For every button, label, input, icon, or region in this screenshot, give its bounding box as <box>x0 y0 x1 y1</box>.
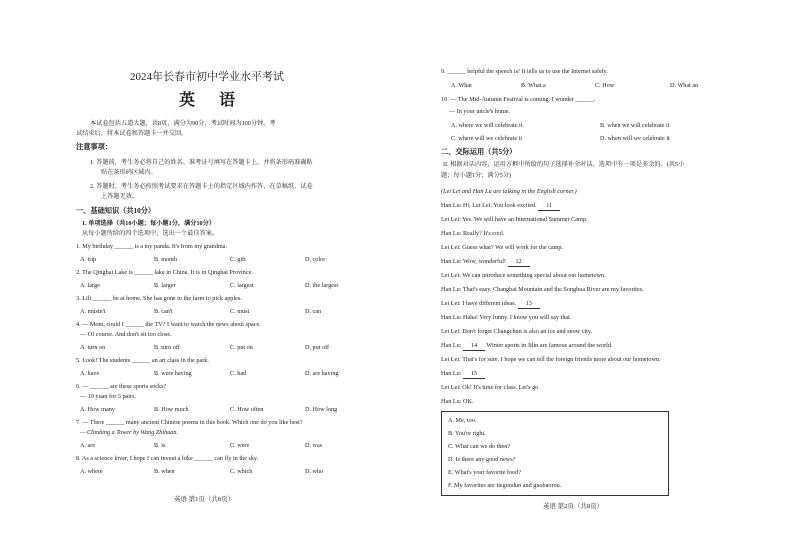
question-9: 9. ______ helpful the speech is! It tells us to use the Internet safely. <box>441 68 608 75</box>
blank-14[interactable]: 14 <box>463 342 485 351</box>
blank-11[interactable]: 11 <box>538 202 560 211</box>
q2-option-b[interactable]: B. larger <box>154 282 176 289</box>
subject-title: 英 语 <box>179 92 246 109</box>
section-2-instruction-2: 题；每小题1分；满分5分) <box>441 172 512 179</box>
question-4: 4. — Mom, could I ______ the TV? I want to watch the news about space. <box>76 321 261 328</box>
q3-option-b[interactable]: B. can't <box>154 308 173 315</box>
q7-option-c[interactable]: C. were <box>230 442 250 449</box>
dialogue-line-10: Lei Lei: Don't forget Changchun is also an ice and snow city. <box>441 328 593 335</box>
note-line-3: 2. 答题时，考生务必按照考试要求在答题卡上的指定区域内作答，在草稿纸、试卷 <box>90 183 313 190</box>
choices-box <box>441 411 669 496</box>
blank-15[interactable]: 15 <box>463 370 485 379</box>
page-1-footer: 英语 第1页（共8页） <box>174 496 235 503</box>
q9-option-b[interactable]: B. What a <box>521 82 546 89</box>
dialogue-line-3: Han Lu: Really? It's cool. <box>441 230 505 237</box>
dialogue-line-2: Lei Lei: Yes. We will have an International Summer Camp. <box>441 216 588 223</box>
dialogue-line-11: Han Lu: 14 Winter sports in Jilin are famous around the world. <box>441 342 613 349</box>
q6-option-b[interactable]: B. How much <box>154 406 189 413</box>
choice-c[interactable]: C. What can we do then? <box>448 443 511 450</box>
q3-option-d[interactable]: D. can <box>305 308 322 315</box>
question-2: 2. The Qinghai Lake is ______ lake in China. It is in Qinghai Province. <box>76 269 253 276</box>
section-2-instruction-1: II. 根据对话内容，运用方框中所给的句子选择补全对话。选项中有一项是多余的。(共5小 <box>443 161 685 168</box>
dialogue-line-4: Lei Lei: Guess what? We will work for the camp. <box>441 244 564 251</box>
q6-extra: — 10 yuan for 3 pairs. <box>80 393 137 400</box>
dialogue-line-8: Lei Lei: I have different ideas. 13 <box>441 300 540 309</box>
q8-option-a[interactable]: A. where <box>80 468 103 475</box>
q5-option-a[interactable]: A. have <box>80 370 100 377</box>
dialogue-line-14: Lei Lei: Ok! It's time for class. Let's go. <box>441 384 540 391</box>
q6-option-c[interactable]: C. How often <box>230 406 264 413</box>
intro-line-1: 本试卷包括五道大题，共8页，满分为90分，考试时间为100分钟。考 <box>90 120 276 127</box>
note-line-1: 1. 答题前，考生务必将自己的姓名、准考证号填写在答题卡上，并将条形码准确粘 <box>90 159 313 166</box>
q9-option-d[interactable]: D. What an <box>670 82 699 89</box>
notes-heading: 注意事项： <box>76 143 112 151</box>
question-7: 7. — There ______ many ancient Chinese poems in this book. Which one do you like best? <box>76 419 303 426</box>
q10-option-d[interactable]: D. when will we celebrate it <box>600 135 670 142</box>
sub-instruction: 从每小题所给的四个选项中，选出一个最佳答案。 <box>82 230 219 237</box>
dialogue-line-7: Han Lu: That's easy. Changbai Mountain and the Songhua River are my favorites. <box>441 286 644 293</box>
note-line-4: 上答题无效。 <box>101 193 139 200</box>
q10-extra: — In your uncle's home. <box>449 108 511 115</box>
dialogue-line-5: Han Lu: Wow, wonderful! 12 <box>441 258 530 267</box>
question-1: 1. My birthday ______ is a toy panda. It's from my grandma. <box>76 243 227 250</box>
q8-option-d[interactable]: D. who <box>305 468 324 475</box>
dialogue-line-13: Han Lu: 15 <box>441 370 485 379</box>
page-2-footer: 英语 第2页（共8页） <box>543 503 604 510</box>
blank-13[interactable]: 13 <box>518 300 540 309</box>
intro-line-2: 试结束后，将本试卷和答题卡一并交回。 <box>76 130 188 137</box>
q1-option-d[interactable]: D. color <box>305 256 326 263</box>
q6-option-d[interactable]: D. How long <box>305 406 338 413</box>
question-3: 3. Lili ______ be at home. She has gone to the farm to pick apples. <box>76 295 242 302</box>
blank-12[interactable]: 12 <box>508 258 530 267</box>
q7-extra: — Climbing a Tower by Wang Zhihuan. <box>80 429 179 436</box>
q2-option-a[interactable]: A. large <box>80 282 100 289</box>
dialogue-line-1: Han Lu: Hi, Lei Lei. You look excited. 11 <box>441 202 560 211</box>
q9-option-c[interactable]: C. How <box>595 82 615 89</box>
dialogue-line-6: Lei Lei: We can introduce something special about our hometown. <box>441 272 606 279</box>
exam-title: 2024年长春市初中学业水平考试 <box>130 71 284 83</box>
q3-option-c[interactable]: C. must <box>230 308 250 315</box>
q10-option-a[interactable]: A. where we will celebrate it <box>451 122 523 129</box>
section-1-heading: 一、基础知识（共10分） <box>76 207 156 215</box>
q4-option-b[interactable]: B. turn off <box>154 344 180 351</box>
section-2-heading: 二、交际运用（共5分） <box>441 148 517 156</box>
q7-option-d[interactable]: D. was <box>305 442 323 449</box>
question-5: 5. Look! The students ______ an art class in the park. <box>76 357 209 364</box>
q8-option-b[interactable]: B. when <box>154 468 175 475</box>
dialogue-line-15: Han Lu: OK. <box>441 398 474 405</box>
note-line-2: 贴在条形码区域内。 <box>101 169 157 176</box>
q4-option-c[interactable]: C. put on <box>230 344 253 351</box>
q9-option-a[interactable]: A. What <box>451 82 472 89</box>
dialogue-line-12: Lei Lei: That's for sure. I hope we can tell the foreign friends more about our hometown. <box>441 356 661 363</box>
q4-option-a[interactable]: A. turn on <box>80 344 106 351</box>
q2-option-c[interactable]: C. largest <box>230 282 254 289</box>
choice-b[interactable]: B. You're right. <box>448 430 486 437</box>
choice-e[interactable]: E. What's your favorite food? <box>448 469 521 476</box>
q1-option-b[interactable]: B. month <box>154 256 178 263</box>
q1-option-a[interactable]: A. trip <box>80 256 97 263</box>
q7-option-b[interactable]: B. is <box>154 442 166 449</box>
choice-d[interactable]: D. Is there any good news? <box>448 456 516 463</box>
dialogue-scene: (Lei Lei and Han Lu are talking in the English corner.) <box>441 188 577 195</box>
q10-option-b[interactable]: B. when we will celebrate it <box>600 122 670 129</box>
q4-extra: — Of course. And don't sit too close. <box>80 331 172 338</box>
q7-option-a[interactable]: A. are <box>80 442 96 449</box>
question-10: 10. — The Mid-Autumn Festival is coming. I wonder ______. <box>441 96 596 103</box>
q5-option-d[interactable]: D. are having <box>305 370 339 377</box>
q5-option-c[interactable]: C. had <box>230 370 247 377</box>
q10-option-c[interactable]: C. where will we celebrate it <box>451 135 523 142</box>
q1-option-c[interactable]: C. gift <box>230 256 246 263</box>
sub-heading: 1. 单项选择（共10小题；每小题1分，满分10分） <box>82 220 216 227</box>
choice-f[interactable]: F. My favorites are tieguodun and guobaorou. <box>448 482 562 489</box>
q8-option-c[interactable]: C. which <box>230 468 253 475</box>
q5-option-b[interactable]: B. were having <box>154 370 192 377</box>
question-8: 8. As a science lover, I hope I can invent a bike ______ can fly in the sky. <box>76 455 259 462</box>
choice-a[interactable]: A. Me, too. <box>448 417 477 424</box>
q4-option-d[interactable]: D. put off <box>305 344 330 351</box>
q6-option-a[interactable]: A. How many <box>80 406 115 413</box>
q2-option-d[interactable]: D. the largest <box>305 282 339 289</box>
q3-option-a[interactable]: A. mustn't <box>80 308 106 315</box>
dialogue-line-9: Han Lu: Haha! Very funny. I know you will say that. <box>441 314 572 321</box>
question-6: 6. — ______ are these sports socks? <box>76 383 167 390</box>
